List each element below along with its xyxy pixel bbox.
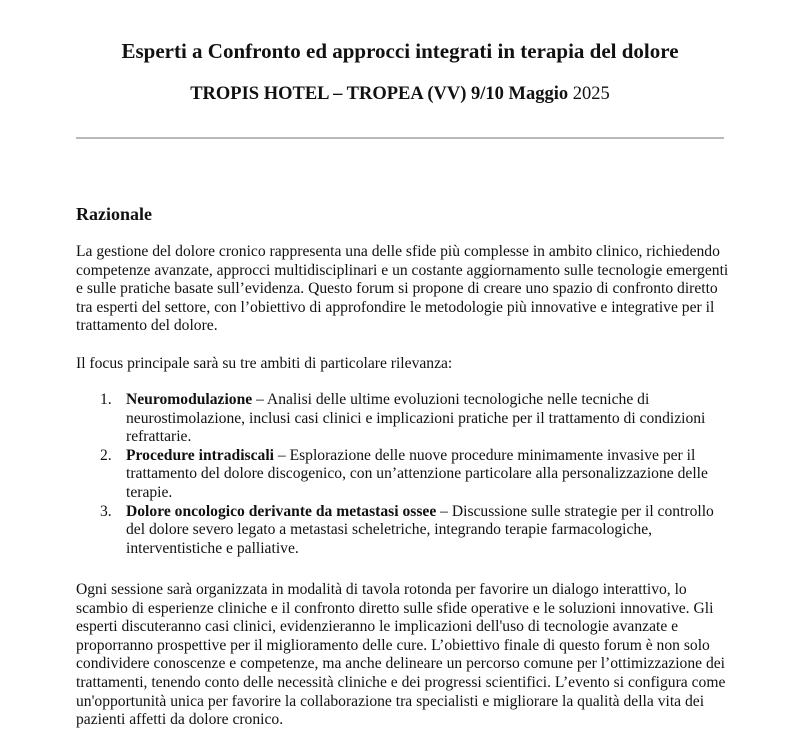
focus-intro-text: Il focus principale sarà su tre ambiti di particolare rilevanza: (76, 355, 453, 372)
intro-paragraph-text: La gestione del dolore cronico rappresenta una delle sfide più complesse in ambito clinico, richiedendo competenze avanzate, approcci multidisciplinari e un costante aggiornamento sulle tecnologie emergenti e sulle pratiche basate sull’evidenza. Questo forum si propone di creare uno spazio di confronto diretto tra esperti del settore, con l’obiettivo di approfondire le metodologie più innovative e integrative per il trattamento del dolore. (76, 243, 729, 335)
closing-paragraph (76, 581, 736, 730)
list-item-term: Neuromodulazione (126, 391, 253, 408)
list-item-description: – Analisi delle ultime evoluzioni tecnologiche nelle tecniche di neurostimolazione, inclusi casi clinici e implicazioni pratiche per il trattamento di condizioni refrattarie. (126, 391, 706, 446)
focus-list (76, 391, 736, 558)
intro-paragraph (76, 243, 736, 336)
list-item (76, 391, 736, 447)
list-item-description: – Discussione sulle strategie per il controllo del dolore severo legato a metastasi scheletriche, integrando terapie farmacologiche, interventistiche e palliative. (126, 502, 714, 557)
focus-intro (76, 355, 736, 374)
list-item (76, 447, 736, 503)
section-heading: Razionale (76, 204, 152, 224)
list-item-description: – Esplorazione delle nuove procedure minimamente invasive per il trattamento del dolore discogenico, con un’attenzione particolare alla personalizzazione delle terapie. (126, 446, 708, 501)
closing-paragraph-text: Ogni sessione sarà organizzata in modalità di tavola rotonda per favorire un dialogo interattivo, lo scambio di esperienze cliniche e il confronto diretto sulle sfide operative e le soluzioni innovative. Gli esperti discuteranno casi clinici, evidenzieranno le implicazioni dell'uso di tecnologie avanzate e proporranno prospettive per il miglioramento delle cure. L’obiettivo finale di questo forum è non solo condividere conoscenze e competenze, ma anche delineare un percorso comune per l’ottimizzazione dei trattamenti, tenendo conto delle necessità cliniche e dei progressi scientifici. L’evento si configura come un'opportunità unica per favorire la collaborazione tra specialisti e migliorare la qualità della vita dei pazienti affetti da dolore cronico. (76, 581, 726, 729)
list-item-number: 3. (100, 502, 112, 520)
document-title: Esperti a Confronto ed approcci integrati in terapia del dolore (121, 39, 679, 63)
list-item-term: Procedure intradiscali (126, 446, 274, 464)
horizontal-divider (76, 137, 724, 139)
list-item (76, 503, 736, 559)
list-item-number: 2. (100, 446, 112, 464)
list-item-term: Dolore oncologico derivante da metastasi ossee (126, 502, 437, 520)
list-item-number: 1. (100, 391, 112, 408)
event-year: 2025 (572, 84, 610, 104)
event-location: TROPIS HOTEL – TROPEA (VV) 9/10 Maggio (190, 84, 569, 104)
event-location-date (76, 82, 724, 106)
